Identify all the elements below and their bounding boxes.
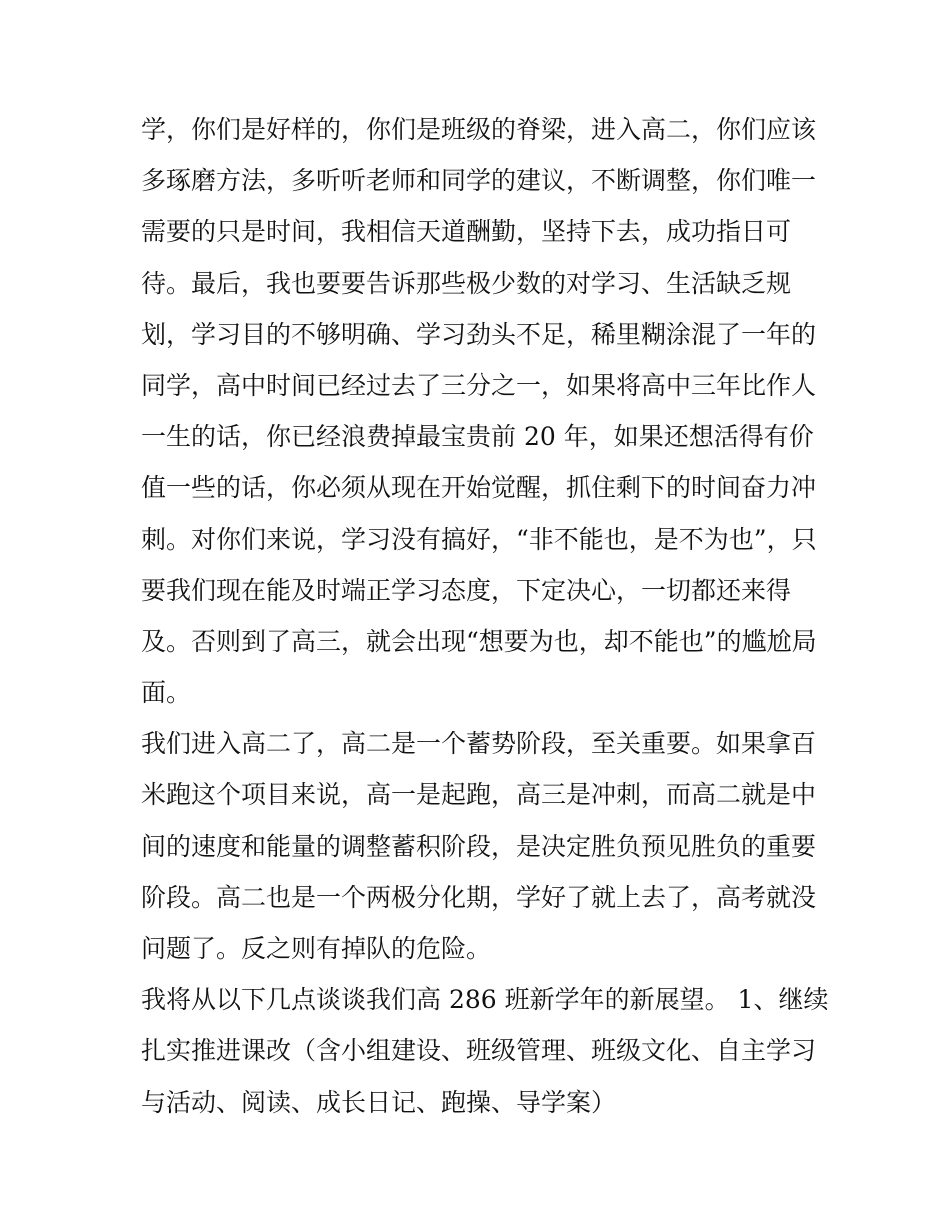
text-line: 刺。对你们来说，学习没有搞好，“非不能也，是不为也”，只 <box>141 524 817 554</box>
text-line: 阶段。高二也是一个两极分化期，学好了就上去了，高考就没 <box>141 882 817 912</box>
text-line: 及。否则到了高三，就会出现“想要为也，却不能也”的尴尬局 <box>141 626 817 656</box>
text-line: 问题了。反之则有掉队的危险。 <box>141 934 492 963</box>
text-line: 值一些的话，你必须从现在开始觉醒，抓住剩下的时间奋力冲 <box>141 473 817 503</box>
text-line: 同学，高中时间已经过去了三分之一，如果将高中三年比作人 <box>141 370 817 400</box>
text-line: 划，学习目的不够明确、学习劲头不足，稀里糊涂混了一年的 <box>141 319 817 349</box>
text-line: 我们进入高二了，高二是一个蓄势阶段，至关重要。如果拿百 <box>141 729 817 759</box>
text-line: 我将从以下几点谈谈我们高 286 班新学年的新展望。 1、继续 <box>141 985 829 1015</box>
text-line: 需要的只是时间，我相信天道酬勤，坚持下去，成功指日可 <box>141 217 792 247</box>
text-line: 米跑这个项目来说，高一是起跑，高三是冲刺，而高二就是中 <box>141 780 817 810</box>
text-line: 间的速度和能量的调整蓄积阶段，是决定胜负预见胜负的重要 <box>141 831 817 861</box>
text-line: 待。最后，我也要要告诉那些极少数的对学习、生活缺乏规 <box>141 268 792 298</box>
text-line: 扎实推进课改（含小组建设、班级管理、班级文化、自主学习 <box>141 1036 817 1066</box>
text-line: 面。 <box>141 678 192 708</box>
text-line: 学，你们是好样的，你们是班级的脊梁，进入高二，你们应该 <box>141 115 817 144</box>
text-line: 要我们现在能及时端正学习态度，下定决心，一切都还来得 <box>141 575 792 605</box>
text-line: 与活动、阅读、成长日记、跑操、导学案） <box>141 1087 617 1117</box>
text-line: 一生的话，你已经浪费掉最宝贵前 20 年，如果还想活得有价 <box>141 422 814 452</box>
body-text <box>141 104 829 1128</box>
text-line: 多琢磨方法，多听听老师和同学的建议，不断调整，你们唯一 <box>141 166 817 196</box>
